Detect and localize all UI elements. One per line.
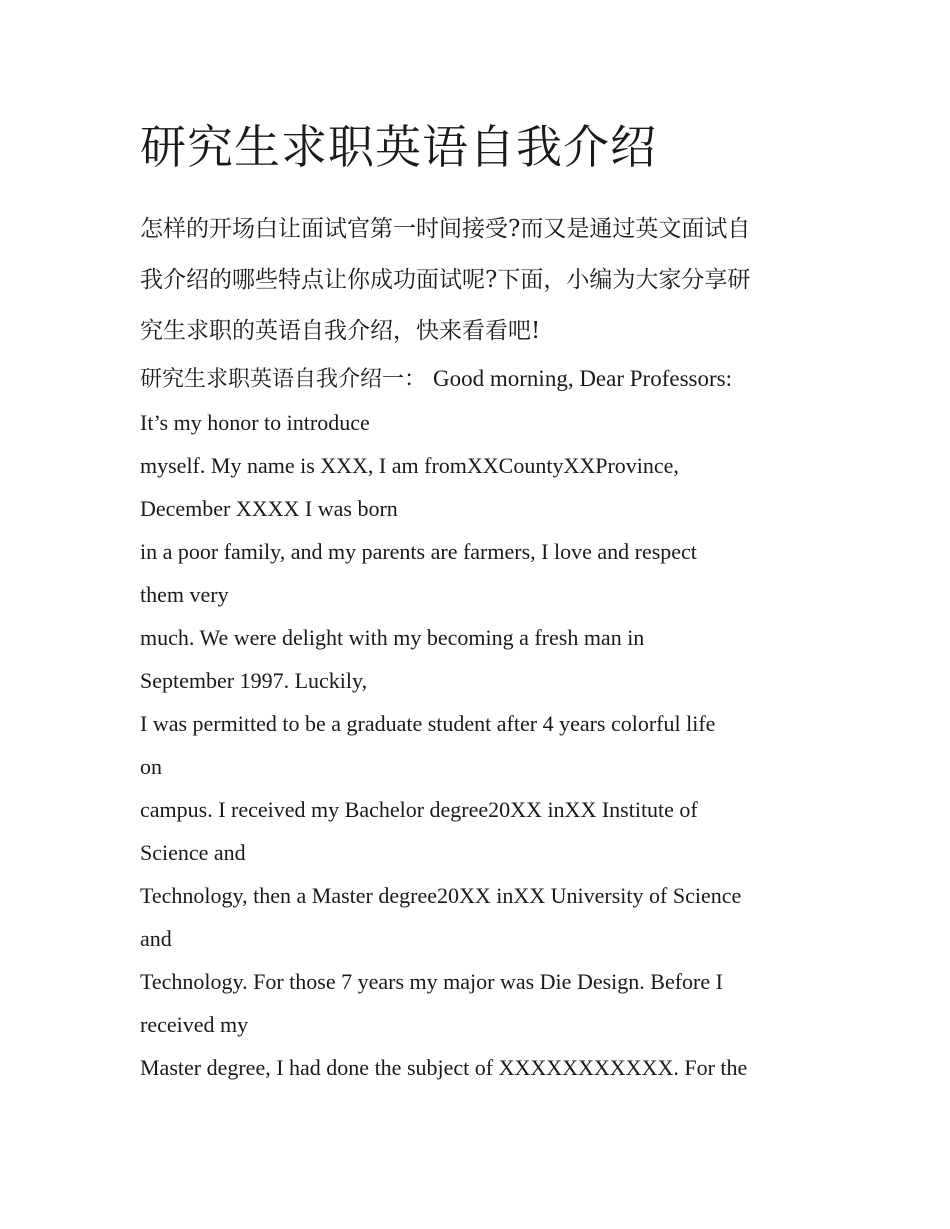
body-line: Technology, then a Master degree20XX inXX University of Science: [140, 883, 742, 908]
body-line: It’s my honor to introduce: [140, 410, 370, 435]
body-line: Science and: [140, 840, 246, 865]
body-paragraph: [140, 401, 820, 1089]
intro-line: 我介绍的哪些特点让你成功面试呢?下面，小编为大家分享研: [140, 267, 751, 293]
body-line: Technology. For those 7 years my major was Die Design. Before I: [140, 969, 723, 994]
document-page: [140, 112, 820, 1089]
section-heading: [140, 357, 820, 401]
body-line: December XXXX I was born: [140, 496, 398, 521]
document-title: 研究生求职英语自我介绍: [140, 120, 657, 174]
section-heading-en: Good morning, Dear Professors:: [433, 366, 732, 391]
body-line: received my: [140, 1012, 249, 1037]
intro-line: 究生求职的英语自我介绍，快来看看吧!: [140, 318, 541, 344]
body-line: much. We were delight with my becoming a fresh man in: [140, 625, 645, 650]
section-heading-cn: 研究生求职英语自我介绍一：: [140, 367, 427, 392]
intro-line: 怎样的开场白让面试官第一时间接受?而又是通过英文面试自: [140, 216, 751, 242]
body-line: September 1997. Luckily,: [140, 668, 368, 693]
body-line: on: [140, 754, 162, 779]
body-line: Master degree, I had done the subject of XXXXXXXXXXX. For the: [140, 1055, 748, 1080]
body-line: campus. I received my Bachelor degree20XX inXX Institute of: [140, 797, 698, 822]
body-line: them very: [140, 582, 229, 607]
intro-paragraph: [140, 204, 820, 357]
body-line: in a poor family, and my parents are farmers, I love and respect: [140, 539, 697, 564]
body-line: and: [140, 926, 172, 951]
body-line: myself. My name is XXX, I am fromXXCountyXXProvince,: [140, 453, 679, 478]
body-line: I was permitted to be a graduate student after 4 years colorful life: [140, 711, 716, 736]
